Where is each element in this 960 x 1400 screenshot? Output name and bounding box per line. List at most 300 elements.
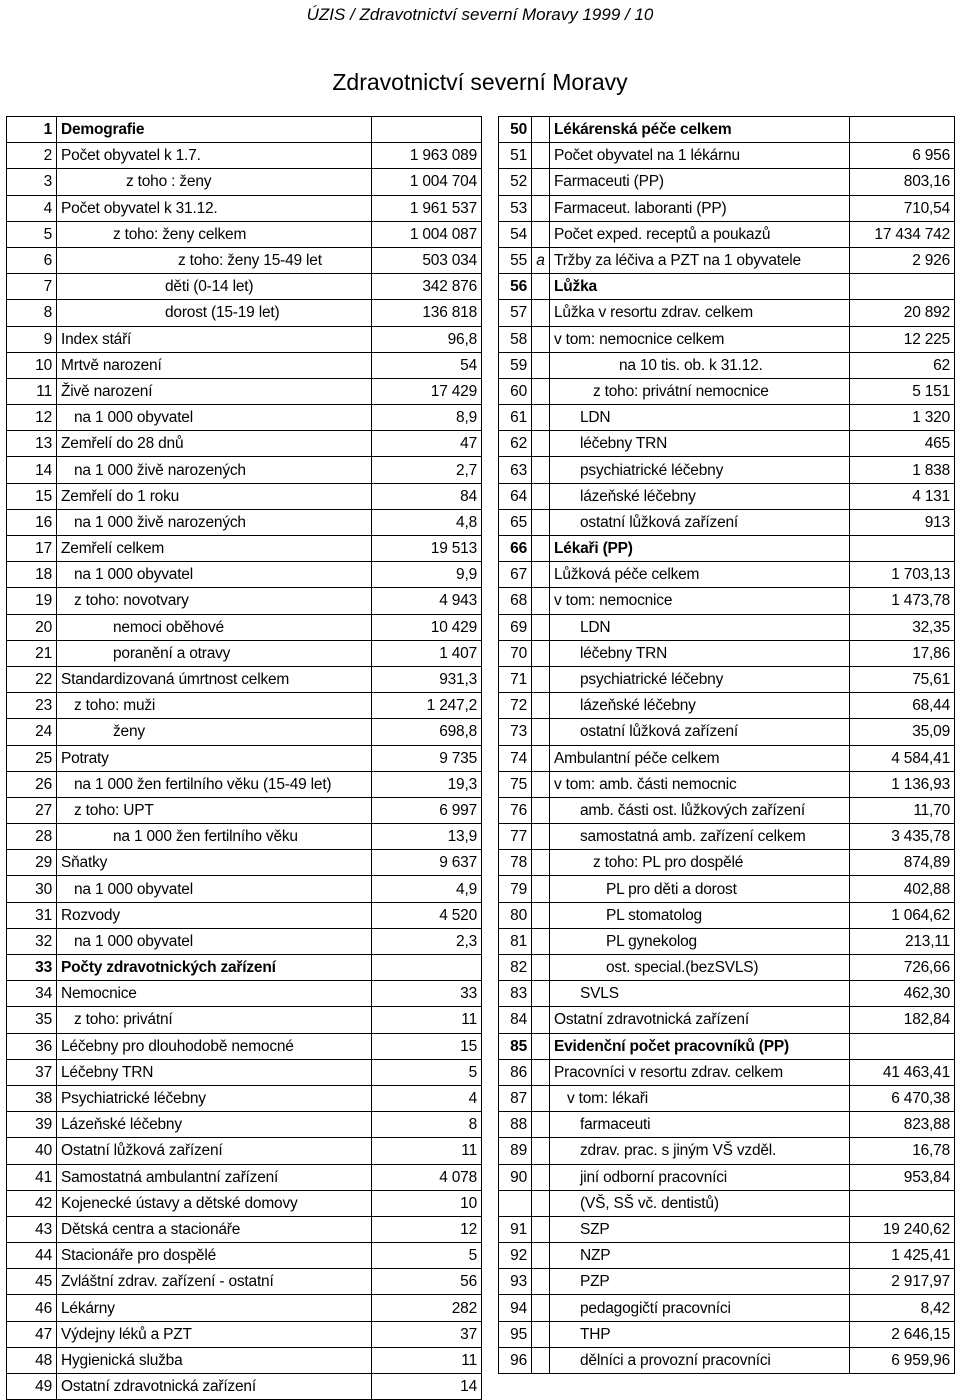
row-note-mark [532,745,550,771]
row-label: Živě narození [57,378,372,404]
row-number: 11 [7,378,57,404]
row-label: Lůžka [550,274,850,300]
row-label: děti (0-14 let) [57,274,372,300]
row-number: 70 [499,640,532,666]
table-row [499,274,955,300]
row-number: 17 [7,536,57,562]
row-value: 96,8 [372,326,482,352]
row-label: na 1 000 žen fertilního věku [57,824,372,850]
row-number: 14 [7,457,57,483]
row-label: psychiatrické léčebny [550,666,850,692]
row-number: 55 [499,247,532,273]
row-note-mark [532,143,550,169]
row-note-mark [532,771,550,797]
row-value: 35,09 [850,719,955,745]
row-label: Farmaceut. laboranti (PP) [550,195,850,221]
row-number: 63 [499,457,532,483]
row-number: 3 [7,169,57,195]
table-row [499,614,955,640]
row-number: 9 [7,326,57,352]
row-number: 35 [7,1007,57,1033]
row-label: Stacionáře pro dospělé [57,1243,372,1269]
row-label: Standardizovaná úmrtnost celkem [57,666,372,692]
row-label: Hygienická služba [57,1347,372,1373]
row-label: na 1 000 živě narozených [57,509,372,535]
table-row [7,457,482,483]
row-note-mark [532,221,550,247]
table-row [499,326,955,352]
row-label: lázeňské léčebny [550,483,850,509]
row-note-mark [532,1033,550,1059]
row-value: 1 963 089 [372,143,482,169]
row-number: 33 [7,955,57,981]
row-label: Tržby za léčiva a PZT na 1 obyvatele [550,247,850,273]
row-label: v tom: lékaři [550,1085,850,1111]
row-number: 37 [7,1059,57,1085]
row-label: z toho: muži [57,693,372,719]
row-note-mark [532,509,550,535]
row-number: 19 [7,588,57,614]
row-number: 86 [499,1059,532,1085]
row-label: z toho: PL pro dospělé [550,850,850,876]
row-label: z toho: novotvary [57,588,372,614]
row-label: Lékárny [57,1295,372,1321]
row-note-mark [532,352,550,378]
table-row [499,1138,955,1164]
table-row [7,719,482,745]
row-label: z toho: ženy 15-49 let [57,247,372,273]
row-number: 7 [7,274,57,300]
row-label: Lékárenská péče celkem [550,117,850,143]
row-value: 1 247,2 [372,693,482,719]
row-value: 19 513 [372,536,482,562]
row-number: 65 [499,509,532,535]
row-label: LDN [550,405,850,431]
row-number: 44 [7,1243,57,1269]
row-number: 36 [7,1033,57,1059]
row-label: LDN [550,614,850,640]
row-note-mark [532,666,550,692]
row-number [499,1190,532,1216]
row-number: 92 [499,1243,532,1269]
table-row [7,1112,482,1138]
row-note-mark [532,274,550,300]
row-value: 17 434 742 [850,221,955,247]
row-value: 15 [372,1033,482,1059]
table-row [499,981,955,1007]
table-row [7,981,482,1007]
row-number: 91 [499,1216,532,1242]
row-note-mark [532,1243,550,1269]
table-row [499,719,955,745]
row-label: Počty zdravotnických zařízení [57,955,372,981]
table-row [7,169,482,195]
row-value: 1 473,78 [850,588,955,614]
table-row [499,1243,955,1269]
table-row [7,876,482,902]
row-value: 4,8 [372,509,482,535]
row-number: 69 [499,614,532,640]
row-label: ženy [57,719,372,745]
row-label: Evidenční počet pracovníků (PP) [550,1033,850,1059]
table-row [7,221,482,247]
table-row [499,1033,955,1059]
row-value: 698,8 [372,719,482,745]
table-row [7,797,482,823]
row-label: Počet obyvatel k 31.12. [57,195,372,221]
row-number: 85 [499,1033,532,1059]
row-value: 62 [850,352,955,378]
table-row [499,928,955,954]
row-value: 1 425,41 [850,1243,955,1269]
row-note-mark [532,1190,550,1216]
row-label: z toho : ženy [57,169,372,195]
row-label: SZP [550,1216,850,1242]
row-number: 68 [499,588,532,614]
table-row [499,117,955,143]
row-note-mark [532,1295,550,1321]
row-label: PZP [550,1269,850,1295]
row-label: Index stáří [57,326,372,352]
row-label: Zemřelí celkem [57,536,372,562]
row-label: ostatní lůžková zařízení [550,509,850,535]
row-label: v tom: amb. části nemocnic [550,771,850,797]
table-row [7,1374,482,1400]
row-label: v tom: nemocnice [550,588,850,614]
row-value: 6 959,96 [850,1347,955,1373]
row-number: 4 [7,195,57,221]
table-row [7,614,482,640]
row-value: 1 136,93 [850,771,955,797]
table-row [499,745,955,771]
row-note-mark [532,562,550,588]
table-row [7,431,482,457]
row-number: 34 [7,981,57,1007]
row-label: z toho: UPT [57,797,372,823]
row-value: 1 320 [850,405,955,431]
table-row [7,1059,482,1085]
row-value: 2,3 [372,928,482,954]
row-label: z toho: privátní [57,1007,372,1033]
row-value: 8 [372,1112,482,1138]
row-number: 8 [7,300,57,326]
row-number: 96 [499,1347,532,1373]
table-row [7,1216,482,1242]
row-value: 17 429 [372,378,482,404]
row-value: 19,3 [372,771,482,797]
row-value: 10 429 [372,614,482,640]
row-note-mark [532,693,550,719]
table-row [499,876,955,902]
table-row [7,588,482,614]
row-note-mark [532,536,550,562]
row-number: 27 [7,797,57,823]
table-row [499,143,955,169]
row-value: 9,9 [372,562,482,588]
row-value: 8,9 [372,405,482,431]
row-note-mark [532,431,550,457]
row-value: 136 818 [372,300,482,326]
left-data-table [6,116,482,1400]
row-note-mark [532,614,550,640]
table-row [499,1164,955,1190]
row-number: 62 [499,431,532,457]
row-note-mark [532,902,550,928]
row-label: dorost (15-19 let) [57,300,372,326]
row-label: PL stomatolog [550,902,850,928]
row-label: ost. special.(bezSVLS) [550,955,850,981]
right-data-table [498,116,955,1374]
table-row [499,771,955,797]
row-label: THP [550,1321,850,1347]
row-label: Farmaceuti (PP) [550,169,850,195]
row-value: 913 [850,509,955,535]
row-number: 46 [7,1295,57,1321]
row-label: Demografie [57,117,372,143]
row-label: Psychiatrické léčebny [57,1085,372,1111]
row-label: Lůžka v resortu zdrav. celkem [550,300,850,326]
row-number: 26 [7,771,57,797]
table-row [499,1321,955,1347]
row-value: 17,86 [850,640,955,666]
row-number: 71 [499,666,532,692]
row-value: 4 943 [372,588,482,614]
table-row [499,300,955,326]
table-row [499,247,955,273]
table-row [7,562,482,588]
row-label: jiní odborní pracovníci [550,1164,850,1190]
row-value: 462,30 [850,981,955,1007]
row-value [850,117,955,143]
row-value: 41 463,41 [850,1059,955,1085]
row-label: Ostatní zdravotnická zařízení [57,1374,372,1400]
table-row [499,797,955,823]
row-number: 53 [499,195,532,221]
table-row [7,300,482,326]
row-note-mark: a [532,247,550,273]
row-number: 54 [499,221,532,247]
row-value: 75,61 [850,666,955,692]
table-row [7,326,482,352]
row-value [850,274,955,300]
row-number: 64 [499,483,532,509]
row-note-mark [532,1059,550,1085]
row-label: pedagogičtí pracovníci [550,1295,850,1321]
row-label: Rozvody [57,902,372,928]
row-number: 12 [7,405,57,431]
row-value: 5 151 [850,378,955,404]
table-row [499,536,955,562]
row-label: Potraty [57,745,372,771]
row-note-mark [532,195,550,221]
row-label: na 1 000 obyvatel [57,876,372,902]
row-number: 82 [499,955,532,981]
row-label: Zemřelí do 28 dnů [57,431,372,457]
page-title: Zdravotnictví severní Moravy [332,69,628,95]
row-label: zdrav. prac. s jiným VŠ vzděl. [550,1138,850,1164]
row-label: na 1 000 obyvatel [57,562,372,588]
row-label: samostatná amb. zařízení celkem [550,824,850,850]
table-row [499,221,955,247]
table-row [7,745,482,771]
row-label: léčebny TRN [550,431,850,457]
row-value: 1 703,13 [850,562,955,588]
row-label: na 1 000 živě narozených [57,457,372,483]
table-row [7,1085,482,1111]
table-row [7,928,482,954]
row-note-mark [532,483,550,509]
table-row [7,1295,482,1321]
table-row [499,431,955,457]
row-note-mark [532,1112,550,1138]
row-label: Počet obyvatel k 1.7. [57,143,372,169]
row-number: 16 [7,509,57,535]
row-value: 4 131 [850,483,955,509]
row-label: Ostatní lůžková zařízení [57,1138,372,1164]
row-label: PL pro děti a dorost [550,876,850,902]
row-label: nemoci oběhové [57,614,372,640]
row-value: 803,16 [850,169,955,195]
table-row [7,1321,482,1347]
table-row [499,666,955,692]
row-label: Výdejny léků a PZT [57,1321,372,1347]
row-number: 20 [7,614,57,640]
row-number: 88 [499,1112,532,1138]
table-row [7,117,482,143]
row-number: 56 [499,274,532,300]
row-label: Kojenecké ústavy a dětské domovy [57,1190,372,1216]
row-value: 823,88 [850,1112,955,1138]
table-row [7,405,482,431]
row-number: 81 [499,928,532,954]
row-number: 18 [7,562,57,588]
row-label: Ambulantní péče celkem [550,745,850,771]
row-note-mark [532,1085,550,1111]
row-note-mark [532,928,550,954]
row-number: 93 [499,1269,532,1295]
row-number: 75 [499,771,532,797]
row-value: 14 [372,1374,482,1400]
table-row [499,1059,955,1085]
row-value: 4 584,41 [850,745,955,771]
row-number: 94 [499,1295,532,1321]
table-row [499,457,955,483]
row-number: 31 [7,902,57,928]
row-number: 23 [7,693,57,719]
row-value: 710,54 [850,195,955,221]
row-label: z toho: ženy celkem [57,221,372,247]
row-number: 61 [499,405,532,431]
row-label: dělníci a provozní pracovníci [550,1347,850,1373]
row-value: 9 637 [372,850,482,876]
table-row [499,1216,955,1242]
row-number: 5 [7,221,57,247]
row-label: Počet obyvatel na 1 lékárnu [550,143,850,169]
row-number: 87 [499,1085,532,1111]
table-row [7,850,482,876]
row-number: 84 [499,1007,532,1033]
row-value: 1 961 537 [372,195,482,221]
row-number: 13 [7,431,57,457]
row-value: 16,78 [850,1138,955,1164]
row-value: 20 892 [850,300,955,326]
row-label: z toho: privátní nemocnice [550,378,850,404]
row-note-mark [532,378,550,404]
table-row [7,693,482,719]
table-row [7,143,482,169]
row-label: Sňatky [57,850,372,876]
table-row [7,1269,482,1295]
row-note-mark [532,955,550,981]
table-row [7,824,482,850]
row-value [850,536,955,562]
row-value: 47 [372,431,482,457]
table-row [499,824,955,850]
row-number: 45 [7,1269,57,1295]
row-number: 50 [499,117,532,143]
row-number: 83 [499,981,532,1007]
row-number: 77 [499,824,532,850]
row-value: 402,88 [850,876,955,902]
row-number: 57 [499,300,532,326]
table-row [499,693,955,719]
row-number: 67 [499,562,532,588]
row-number: 51 [499,143,532,169]
row-note-mark [532,640,550,666]
row-value: 56 [372,1269,482,1295]
table-row [7,1243,482,1269]
row-value: 4 520 [372,902,482,928]
row-note-mark [532,1164,550,1190]
row-label: v tom: nemocnice celkem [550,326,850,352]
row-label: Dětská centra a stacionáře [57,1216,372,1242]
row-value: 4,9 [372,876,482,902]
row-value: 342 876 [372,274,482,300]
row-number: 40 [7,1138,57,1164]
row-value: 5 [372,1059,482,1085]
row-number: 38 [7,1085,57,1111]
row-value: 931,3 [372,666,482,692]
table-row [499,352,955,378]
row-value: 2,7 [372,457,482,483]
row-label: Lázeňské léčebny [57,1112,372,1138]
table-row [499,562,955,588]
row-label: na 1 000 žen fertilního věku (15-49 let) [57,771,372,797]
row-label: SVLS [550,981,850,1007]
row-number: 89 [499,1138,532,1164]
row-number: 43 [7,1216,57,1242]
row-label: na 1 000 obyvatel [57,405,372,431]
row-label: poranění a otravy [57,640,372,666]
row-number: 25 [7,745,57,771]
row-label: Mrtvě narození [57,352,372,378]
row-value: 182,84 [850,1007,955,1033]
row-note-mark [532,405,550,431]
row-number: 79 [499,876,532,902]
table-row [499,509,955,535]
row-note-mark [532,588,550,614]
row-number: 2 [7,143,57,169]
row-number: 90 [499,1164,532,1190]
row-label: farmaceuti [550,1112,850,1138]
row-number: 74 [499,745,532,771]
row-number: 52 [499,169,532,195]
table-row [7,378,482,404]
table-row [7,1347,482,1373]
table-row [7,1138,482,1164]
row-label: Samostatná ambulantní zařízení [57,1164,372,1190]
table-row [7,352,482,378]
